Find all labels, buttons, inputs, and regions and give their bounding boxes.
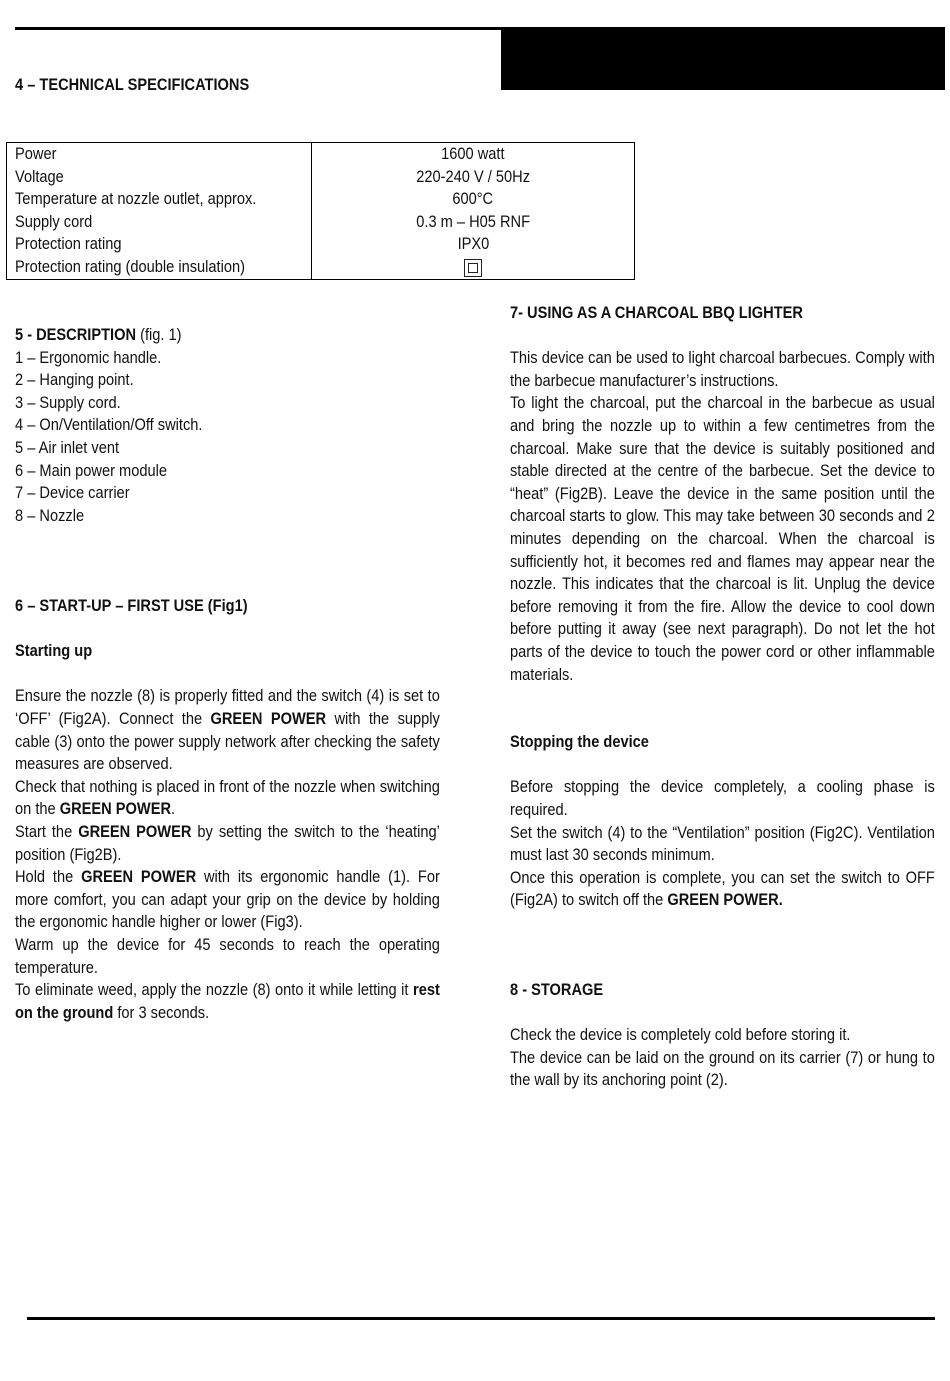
section-5-description	[15, 324, 440, 527]
paragraph: Before stopping the device completely, a cooling phase is required.	[510, 777, 935, 820]
paragraph: To light the charcoal, put the charcoal in the barbecue as usual and bring the nozzle up to within a few centimetres from the charcoal. Make sure that the device is suitably positioned and stable directed at the centre of the barbecue. Set the device to “heat” (Fig2B). Leave the device in the same position until the charcoal starts to glow. This may take between 30 seconds and 2 minutes depending on the charcoal. When the charcoal is sufficiently hot, it becomes red and flames may appear near the nozzle. This indicates that the charcoal is lit. Unplug the device before removing it from the fire. Allow the device to cool down before putting it away (see next paragraph). Do not let the hot parts of the device to touch the power cord or other inflammable materials.	[510, 393, 935, 684]
spec-label: Power	[15, 144, 57, 163]
paragraph: To eliminate weed, apply the nozzle (8) onto it while letting it rest on the ground for 3 seconds.	[15, 980, 440, 1022]
spec-value: 0.3 m – H05 RNF	[416, 211, 530, 231]
section-7-title: 7- USING AS A CHARCOAL BBQ LIGHTER	[510, 303, 803, 322]
table-row	[7, 166, 635, 189]
paragraph: This device can be used to light charcoal barbecues. Comply with the barbecue manufacturer’s instructions.	[510, 348, 935, 390]
list-item: 5 – Air inlet vent	[15, 437, 120, 457]
section-6-title: 6 – START-UP – FIRST USE (Fig1)	[15, 596, 248, 615]
paragraph: Ensure the nozzle (8) is properly fitted and the switch (4) is set to ‘OFF’ (Fig2A). Connect the GREEN POWER with the supply cable (3) onto the power supply network after checking the safety measures are observed.	[15, 686, 440, 774]
list-item: 8 – Nozzle	[15, 505, 85, 525]
section-7-bbq-lighter	[510, 302, 935, 912]
table-row	[7, 188, 635, 211]
paragraph: Start the GREEN POWER by setting the switch to the ‘heating’ position (Fig2B).	[15, 821, 440, 864]
spec-label: Voltage	[15, 166, 64, 186]
list-item: 6 – Main power module	[15, 460, 167, 480]
spec-value: 220-240 V / 50Hz	[416, 166, 530, 186]
list-item: 2 – Hanging point.	[15, 370, 134, 390]
table-row	[7, 211, 635, 234]
paragraph: Check the device is completely cold before storing it.	[510, 1025, 851, 1045]
paragraph: Once this operation is complete, you can set the switch to OFF (Fig2A) to switch off the GREEN POWER.	[510, 867, 935, 910]
paragraph: Hold the GREEN POWER with its ergonomic handle (1). For more comfort, you can adapt your grip on the device by holding the ergonomic handle higher or lower (Fig3).	[15, 867, 440, 932]
table-row	[7, 233, 635, 256]
section-8-title: 8 - STORAGE	[510, 980, 604, 999]
spec-value: 1600 watt	[441, 144, 505, 163]
spec-value: IPX0	[457, 234, 489, 254]
list-item: 7 – Device carrier	[15, 483, 130, 503]
stopping-device-title: Stopping the device	[510, 732, 649, 752]
list-item: 3 – Supply cord.	[15, 392, 121, 412]
section-5-title: 5 - DESCRIPTION (fig. 1)	[15, 325, 182, 344]
double-insulation-icon	[464, 259, 482, 277]
paragraph: The device can be laid on the ground on its carrier (7) or hung to the wall by its anchoring point (2).	[510, 1047, 935, 1090]
spec-label: Temperature at nozzle outlet, approx.	[15, 189, 257, 209]
spec-value: 600°C	[452, 189, 494, 209]
section-6-startup	[15, 595, 440, 1024]
section-6-subtitle: Starting up	[15, 641, 93, 661]
list-item: 1 – Ergonomic handle.	[15, 347, 162, 367]
spec-label: Protection rating (double insulation)	[15, 256, 245, 276]
spec-label: Protection rating	[15, 234, 122, 254]
list-item: 4 – On/Ventilation/Off switch.	[15, 415, 203, 435]
header-black-block	[501, 27, 945, 90]
paragraph: Check that nothing is placed in front of the nozzle when switching on the GREEN POWER.	[15, 776, 440, 819]
paragraph: Warm up the device for 45 seconds to reach the operating temperature.	[15, 934, 440, 977]
paragraph: Set the switch (4) to the “Ventilation” position (Fig2C). Ventilation must last 30 seconds minimum.	[510, 822, 935, 865]
spec-label: Supply cord	[15, 211, 93, 231]
section-4-title: 4 – TECHNICAL SPECIFICATIONS	[15, 75, 250, 94]
technical-specifications-table	[6, 142, 635, 280]
bottom-rule	[27, 1317, 935, 1320]
table-row	[7, 256, 635, 280]
section-8-storage	[510, 979, 935, 1092]
table-row	[7, 143, 635, 166]
